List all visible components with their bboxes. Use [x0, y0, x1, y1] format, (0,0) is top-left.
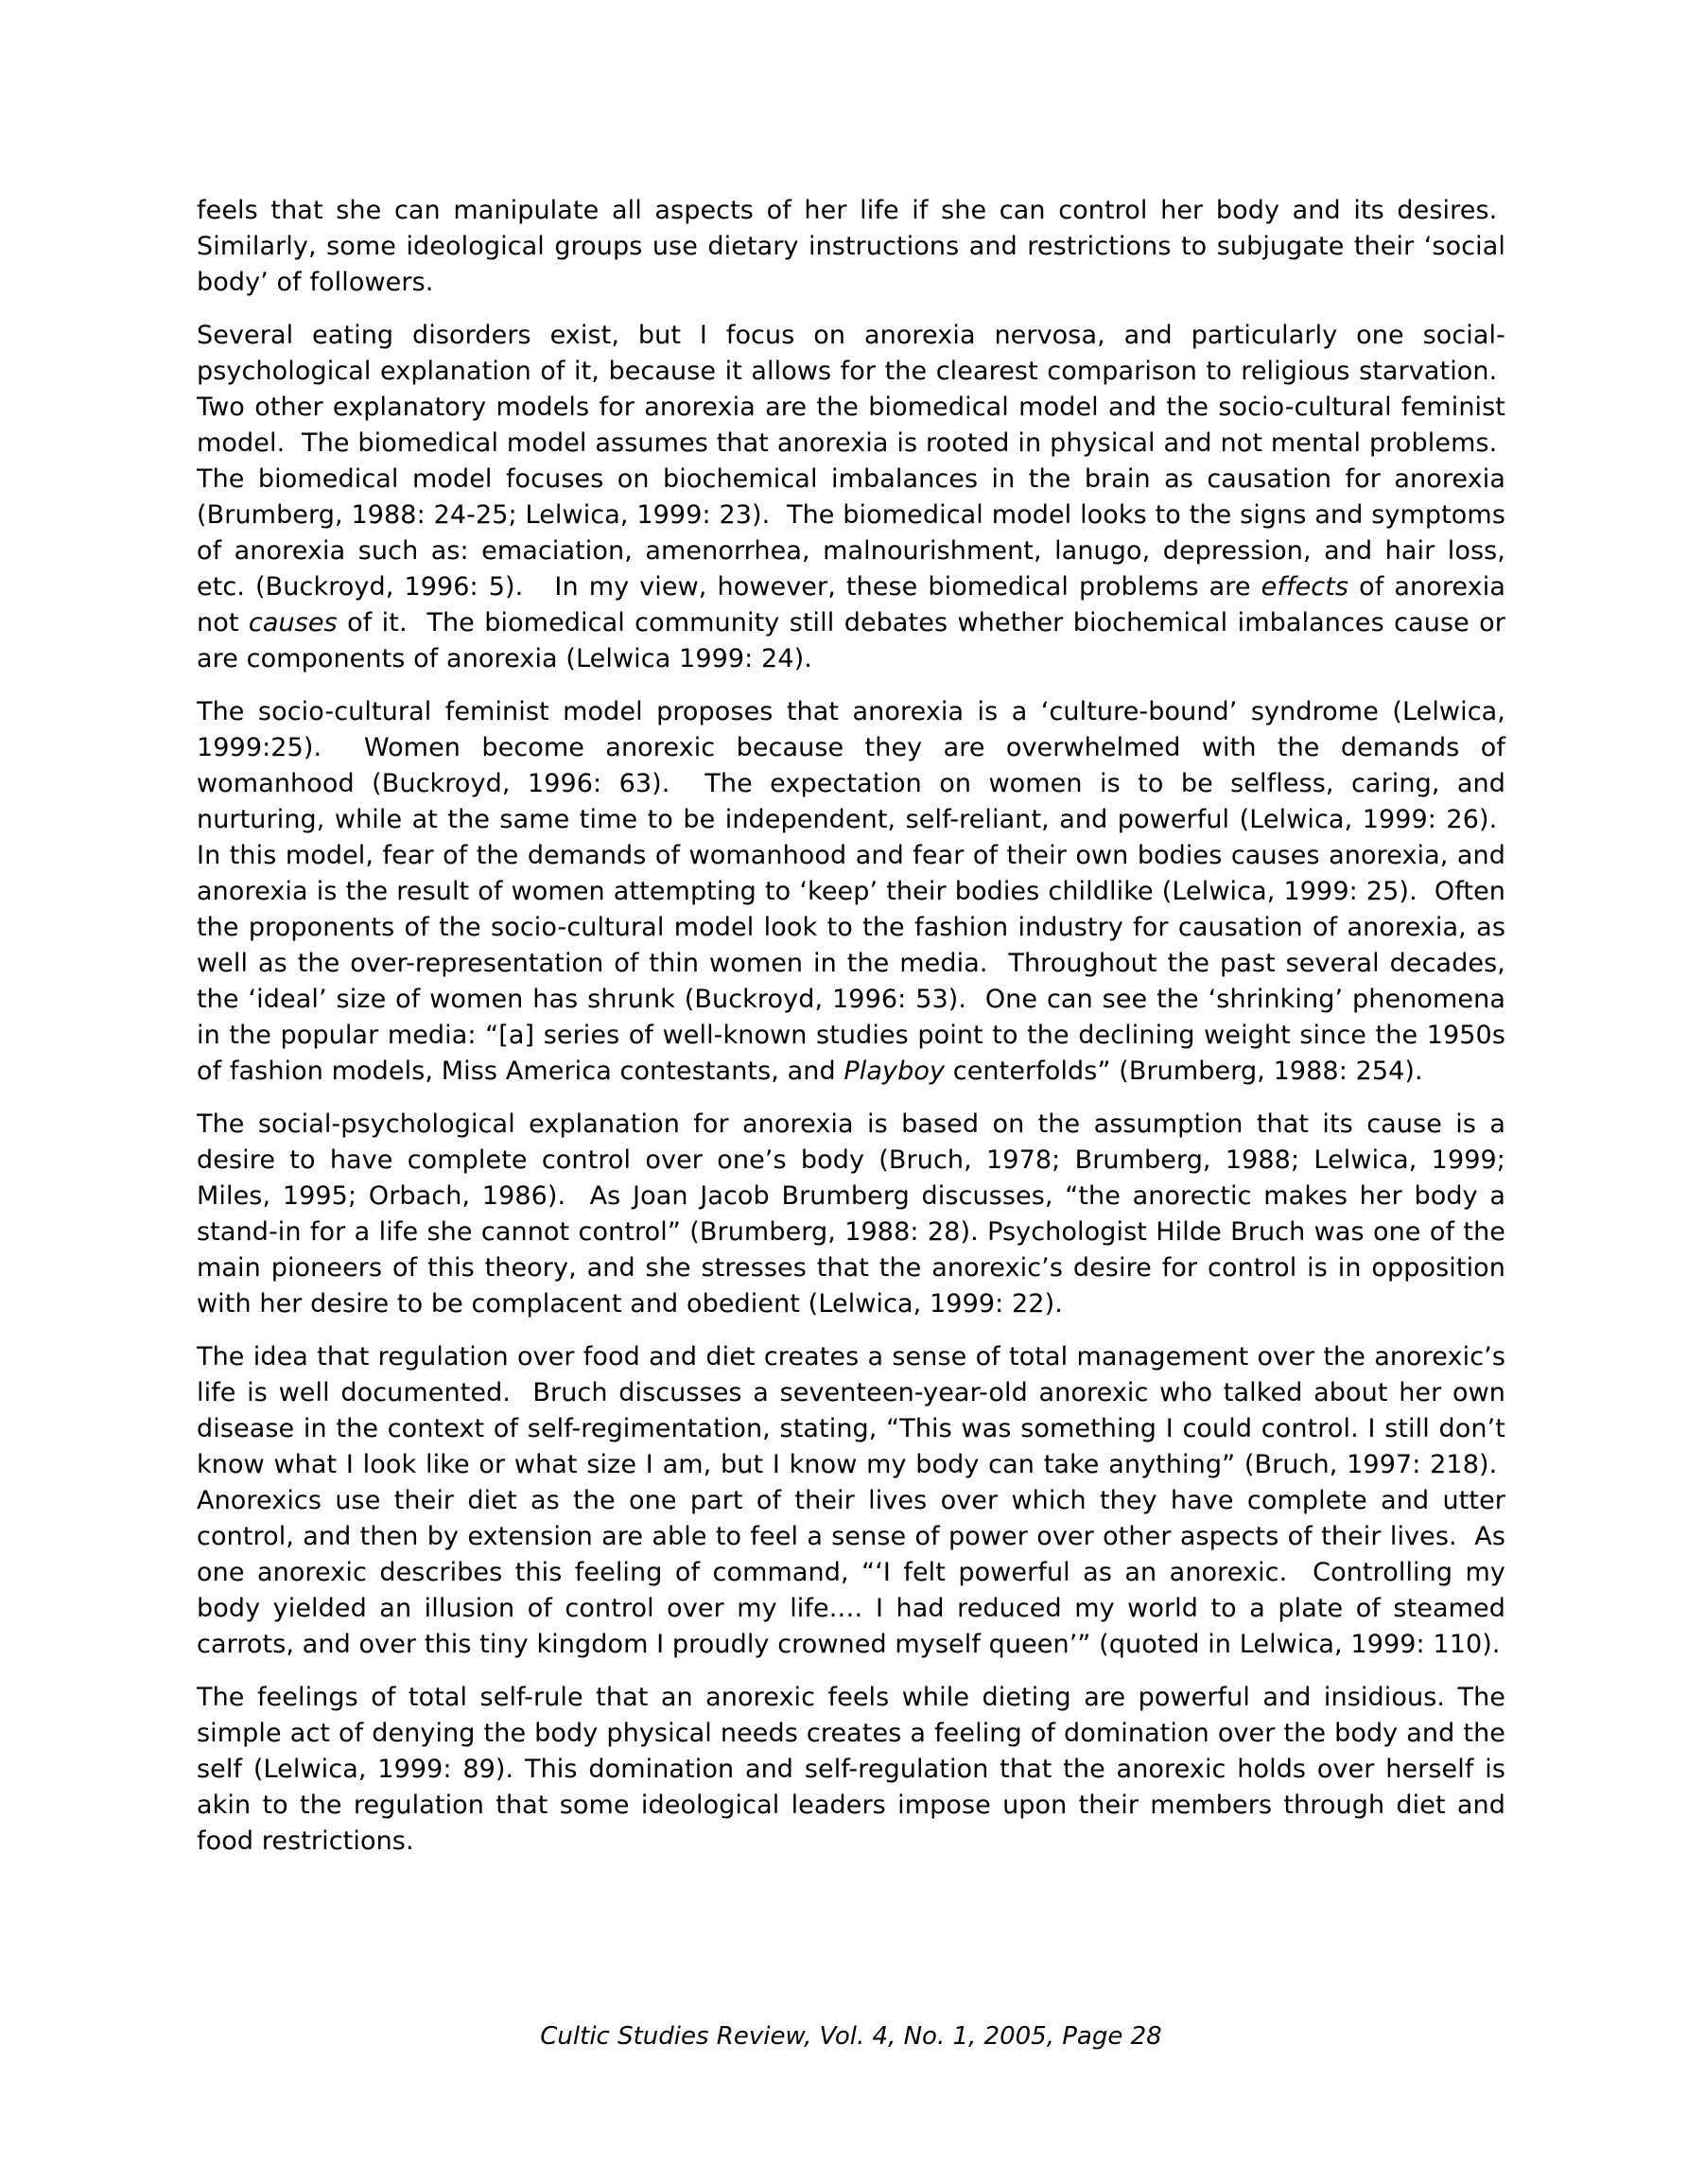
paragraph: [197, 1107, 1505, 1322]
paragraph: [197, 193, 1505, 301]
paragraph: [197, 318, 1505, 677]
body-text: The idea that regulation over food and diet creates a sense of total management over the anorexic’s life is well documented. Bruch discusses a seventeen-year-old anorexic who talked about her own disease in the context of self-regimentation, stating, “This was something I could control. I still don’t know what I look like or what size I am, but I know my body can take anything” (Bruch, 1997: 218). Anorexics use their diet as the one part of their lives over which they have complete and utter control, and then by extension are able to feel a sense of power over other aspects of their lives. As one anorexic describes this feeling of command, “‘I felt powerful as an anorexic. Controlling my body yielded an illusion of control over my life.… I had reduced my world to a plate of steamed carrots, and over this tiny kingdom I proudly crowned myself queen’” (quoted in Lelwica, 1999: 110).: [197, 1342, 1505, 1659]
body-text: feels that she can manipulate all aspects of her life if she can control her body and its desires. Similarly, some ideological groups use dietary instructions and restrictions to subjugate their ‘social body’ of followers.: [197, 196, 1505, 297]
body-text: of anorexia not: [197, 572, 1505, 638]
body-text: centerfolds” (Brumberg, 1988: 254).: [945, 1057, 1423, 1086]
italic-text: causes: [248, 608, 338, 638]
paragraph: [197, 694, 1505, 1090]
italic-text: Playboy: [844, 1057, 946, 1086]
body-text: The feelings of total self-rule that an anorexic feels while dieting are powerful and insidious. The simple act of denying the body physical needs creates a feeling of domination over the body and the self (Lelwica, 1999: 89). This domination and self-regulation that the anorexic holds over herself is akin to the regulation that some ideological leaders impose upon their members through diet and food restrictions.: [197, 1683, 1505, 1856]
body-text: The socio-cultural feminist model proposes that anorexia is a ‘culture-bound’ syndrome (Lelwica, 1999:25). Women become anorexic because they are overwhelmed with the demands of womanhood (Buckroyd, 1996: 63). The expectation on women is to be selfless, caring, and nurturing, while at the same time to be independent, self-reliant, and powerful (Lelwica, 1999: 26). In this model, fear of the demands of womanhood and fear of their own bodies causes anorexia, and anorexia is the result of women attempting to ‘keep’ their bodies childlike (Lelwica, 1999: 25). Often the proponents of the socio-cultural model look to the fashion industry for causation of anorexia, as well as the over-representation of thin women in the media. Throughout the past several decades, the ‘ideal’ size of women has shrunk (Buckroyd, 1996: 53). One can see the ‘shrinking’ phenomena in the popular media: “[a] series of well-known studies point to the declining weight since the 1950s of fashion models, Miss America contestants, and: [197, 697, 1505, 1086]
paragraph: [197, 1339, 1505, 1663]
body-text: The social-psychological explanation for anorexia is based on the assumption that its cause is a desire to have complete control over one’s body (Bruch, 1978; Brumberg, 1988; Lelwica, 1999; Miles, 1995; Orbach, 1986). As Joan Jacob Brumberg discusses, “the anorectic makes her body a stand-in for a life she cannot control” (Brumberg, 1988: 28). Psychologist Hilde Bruch was one of the main pioneers of this theory, and she stresses that the anorexic’s desire for control is in opposition with her desire to be complacent and obedient (Lelwica, 1999: 22).: [197, 1109, 1505, 1319]
italic-text: effects: [1261, 572, 1349, 602]
paragraph: [197, 1680, 1505, 1860]
body-text: Several eating disorders exist, but I focus on anorexia nervosa, and particularly one social-psychological explanation of it, because it allows for the clearest comparison to religious starvation. Two other explanatory models for anorexia are the biomedical model and the socio-cultural feminist model. The biomedical model assumes that anorexia is rooted in physical and not mental problems. The biomedical model focuses on biochemical imbalances in the brain as causation for anorexia (Brumberg, 1988: 24-25; Lelwica, 1999: 23). The biomedical model looks to the signs and symptoms of anorexia such as: emaciation, amenorrhea, malnourishment, lanugo, depression, and hair loss, etc. (Buckroyd, 1996: 5). In my view, however, these biomedical problems are: [197, 321, 1505, 602]
article-body: [197, 193, 1505, 1877]
body-text: of it. The biomedical community still debates whether biochemical imbalances cause or are components of anorexia (Lelwica 1999: 24).: [197, 608, 1505, 673]
page-footer: Cultic Studies Review, Vol. 4, No. 1, 2005, Page 28: [540, 2022, 1162, 2051]
